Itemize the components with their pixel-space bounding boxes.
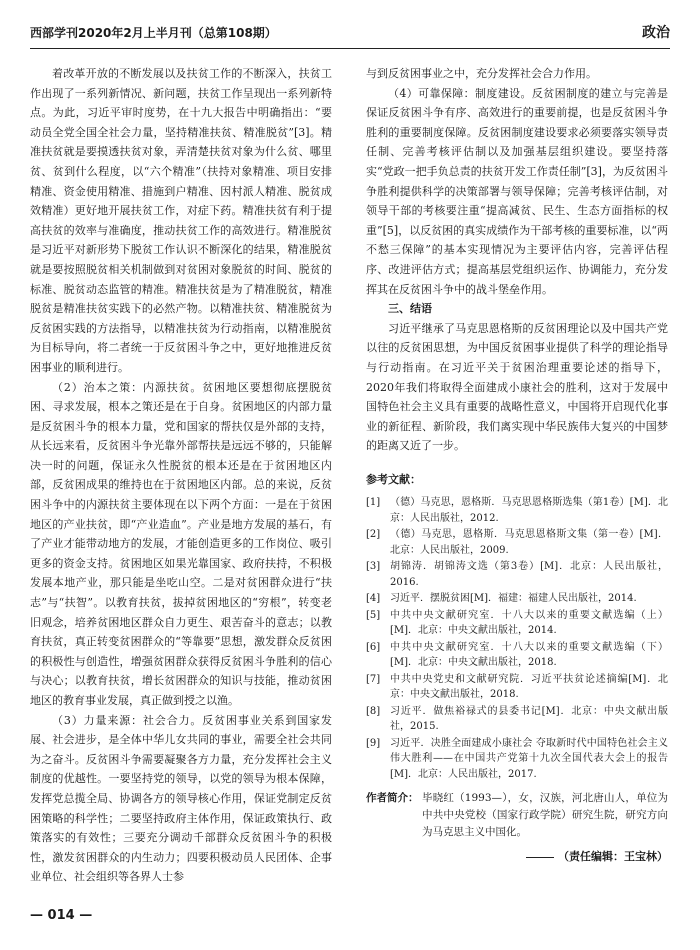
- reference-text: 中共中央党史和文献研究院．习近平扶贫论述摘编[M]．北京：中央文献出版社，2018.: [390, 673, 668, 701]
- body-paragraph: 与到反贫困事业之中，充分发挥社会合力作用。: [366, 67, 597, 80]
- reference-item: [366, 591, 668, 607]
- reference-number: [6]: [366, 641, 381, 653]
- author-bio: [366, 790, 668, 841]
- reference-item: [366, 736, 668, 783]
- reference-text: 胡锦涛．胡锦涛文选（第3卷）[M]．北京：人民出版社，2016.: [390, 561, 668, 588]
- reference-item: [366, 559, 668, 590]
- reference-number: [4]: [366, 593, 381, 605]
- section-heading: 三、结语: [388, 302, 432, 316]
- reference-text: 中共中央文献研究室．十八大以来的重要文献选编（下）[M]．北京：中央文献出版社，2018.: [390, 641, 668, 669]
- left-column: [30, 64, 332, 887]
- author-bio-label: 作者简介：: [366, 792, 419, 805]
- reference-item: [366, 704, 668, 735]
- page-header: [30, 18, 670, 49]
- reference-item: [366, 672, 668, 703]
- reference-text: 习近平．做焦裕禄式的县委书记[M]．北京：中央文献出版社，2015.: [390, 705, 668, 733]
- right-column-body: [366, 64, 668, 456]
- references-list: [366, 495, 668, 782]
- body-paragraph: 习近平继承了马克思恩格斯的反贫困理论以及中国共产党以往的反贫困思想，为中国反贫困事业提供了科学的理论指导与行动指南。在习近平关于贫困治理重要论述的指导下，2020年我们将取得全面建成小康社会的胜利，这对于发展中国特色社会主义具有重要的战略性意义，中国将开启现代化事业的新征程、新阶段，我们离实现中华民族伟大复兴的中国梦的距离又近了一步。: [366, 321, 668, 453]
- reference-text: （德）马克思，恩格斯．马克思恩格斯选集（第1卷）[M]．北京：人民出版社，2012.: [390, 497, 668, 524]
- right-column: [366, 64, 668, 867]
- body-paragraph: （3）力量来源：社会合力。反贫困事业关系到国家发展、社会进步，是全体中华儿女共同的事业，需要全社会共同为之奋斗。反贫困斗争需要凝聚各方力量，充分发挥社会主义制度的优越性。一要坚持党的领导，以党的领导为根本保障，发挥党总揽全局、协调各方的领导核心作用，保证党制定反贫困策略的科学性；二要坚持政府主体作用，保证政策执行、政策落实的有效性；三要充分调动千部群众反贫困斗争的积极性，激发贫困群众的内生动力；四要积极动员人民团体、企事业单位、社会组织等各界人士参: [30, 713, 332, 884]
- author-bio-text: 毕晓红（1993—），女，汉族，河北唐山人，单位为中共中央党校（国家行政学院）研究生院，研究方向为马克思主义中国化。: [422, 792, 668, 839]
- reference-item: [366, 640, 668, 671]
- reference-item: [366, 495, 668, 526]
- reference-text: （德）马克思，恩格斯．马克思恩格斯文集（第一卷）[M]．北京：人民出版社，2009.: [390, 529, 668, 556]
- reference-item: [366, 608, 668, 639]
- body-paragraph: 着改革开放的不断发展以及扶贫工作的不断深入，扶贫工作出现了一系列新情况、新问题，扶贫工作呈现出一系列新特点。为此，习近平审时度势，在十九大报告中明确指出：“要动员全党全国全社会力量，坚持精准扶贫、精准脱贫”[3]。精准扶贫就是要摸透扶贫对象，弄清楚扶贫对象为什么贫、哪里贫、贫到什么程度，以“六个精准”（扶持对象精准、项目安排精准、资金使用精准、措施到户精准、因村派人精准、脱贫成效精准）更好地开展扶贫工作，对症下药。精准扶贫有利于提高扶贫的效率与准确度，推动扶贫工作的高效进行。精准脱贫是习近平对新形势下脱贫工作认识不断深化的结果，精准脱贫就是要按照脱贫相关机制做到对贫困对象脱贫的时间、脱贫的标准、脱贫动态监管的精准。精准扶贫是为了精准脱贫，精准脱贫是精准扶贫实践下的必然产物。以精准扶贫、精准脱贫为反贫困实践的方法指导，以精准扶贫为行动指南，以精准脱贫为目标导向，将二者统一于反贫困斗争之中，更好地推进反贫困事业的顺利进行。: [30, 67, 332, 374]
- reference-number: [3]: [366, 561, 381, 573]
- editor-credit-text: （责任编辑：王宝林）: [558, 850, 668, 864]
- reference-number: [7]: [366, 673, 381, 685]
- editor-rule: [526, 857, 554, 858]
- body-paragraph: （2）治本之策：内源扶贫。贫困地区要想彻底摆脱贫困、寻求发展，根本之策还是在于自身。贫困地区的内部力量是反贫困斗争的根本力量，党和国家的帮扶仅是外部的支持，从长远来看，反贫困斗争光靠外部帮扶是远远不够的，只能解决一时的问题，保证永久性脱贫的根本还是在于贫困地区内部，反贫困成果的维持也在于贫困地区内部。总的来说，反贫困斗争中的内源扶贫主要体现在以下两个方面：一是在于贫困地区的产业扶贫，即“产业造血”。产业是地方发展的基石，有了产业才能带动地方的发展，才能创造更多的工作岗位、吸引更多的资金支持。贫困地区如果光靠国家、政府扶持，不积极发展本地产业，那只能是坐吃山空。二是对贫困群众进行“扶志”与“扶智”。以教育扶贫，拔掉贫困地区的“穷根”，转变老旧观念，培养贫困地区群众自力更生、艰苦奋斗的意志；以教育扶贫，真正转变贫困群众的“等靠要”思想，激发群众反贫困的积极性与创造性，增强贫困群众获得反贫困斗争胜利的信心与决心；以教育扶贫，增长贫困群众的知识与技能，推动贫困地区的教育事业发展，真正做到授之以渔。: [30, 380, 332, 707]
- reference-number: [2]: [366, 529, 381, 541]
- reference-number: [9]: [366, 737, 381, 749]
- reference-text: 习近平．摆脱贫困[M]．福建：福建人民出版社，2014.: [390, 593, 637, 605]
- page-number: — 014 —: [30, 908, 93, 923]
- journal-masthead: 西部学刊2020年2月上半月刊（总第108期）: [30, 26, 277, 40]
- editor-credit: [366, 847, 668, 867]
- reference-item: [366, 527, 668, 558]
- body-paragraph: （4）可靠保障：制度建设。反贫困制度的建立与完善是保证反贫困斗争有序、高效进行的重要前提，也是反贫困斗争胜利的重要制度保障。反贫困制度建设要求必须要落实领导责任制、完善考核评估制以及加强基层组织建设。要坚持落实“党政一把手负总责的扶贫开发工作责任制”[3]，为反贫困斗争胜利提供科学的决策部署与领导保障；完善考核评估制，对领导干部的考核要注重“提高减贫、民生、生态方面指标的权重”[5]，以反贫困的真实成绩作为干部考核的重要标准，以“两不愁三保障”的基本实现情况为主要评估内容，完善评估程序、改进评估方式；提高基层党组织运作、协调能力，充分发挥其在反贫困斗争中的战斗堡垒作用。: [366, 86, 668, 296]
- reference-text: 中共中央文献研究室．十八大以来的重要文献选编（上）[M]．北京：中央文献出版社，2014.: [390, 609, 668, 637]
- reference-number: [1]: [366, 497, 381, 509]
- section-label: 政治: [642, 25, 670, 41]
- references-title: 参考文献：: [366, 472, 421, 486]
- reference-number: [8]: [366, 705, 381, 717]
- reference-number: [5]: [366, 609, 381, 621]
- reference-text: 习近平．决胜全面建成小康社会 夺取新时代中国特色社会主义伟大胜利——在中国共产党第十九次全国代表大会上的报告[M]．北京：人民出版社，2017.: [390, 737, 668, 780]
